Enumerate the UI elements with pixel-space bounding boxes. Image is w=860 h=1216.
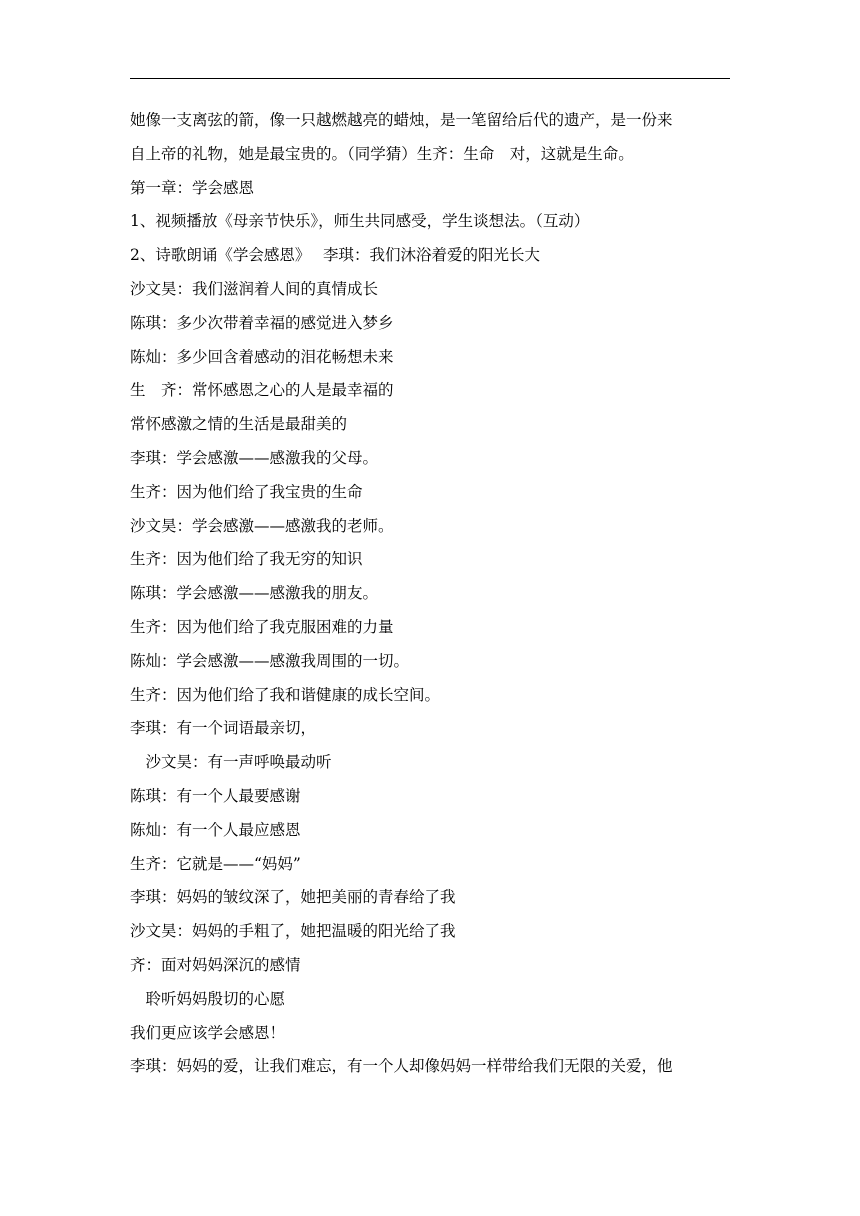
text-line: 生齐：因为他们给了我克服困难的力量	[130, 617, 394, 636]
text-line: 生齐：因为他们给了我和谐健康的成长空间。	[130, 685, 441, 704]
chapter-heading: 第一章：学会感恩	[130, 178, 255, 197]
text-line: 自上帝的礼物，她是最宝贵的。（同学猜）生齐：生命 对，这就是生命。	[130, 144, 634, 163]
text-line: 沙文昊：我们滋润着人间的真情成长	[130, 279, 379, 298]
text-line: 陈灿：多少回含着感动的泪花畅想未来	[130, 347, 394, 366]
text-line: 1、视频播放《母亲节快乐》，师生共同感受，学生谈想法。（互动）	[130, 212, 590, 231]
text-line: 生 齐：常怀感恩之心的人是最幸福的	[130, 381, 394, 400]
text-line: 聆听妈妈殷切的心愿	[130, 989, 286, 1008]
text-line: 陈琪：有一个人最要感谢	[130, 786, 301, 805]
text-line: 沙文昊：有一声呼唤最动听	[130, 753, 332, 772]
text-line: 陈琪：学会感激——感激我的朋友。	[130, 584, 379, 603]
text-line: 她像一支离弦的箭，像一只越燃越亮的蜡烛，是一笔留给后代的遗产，是一份来	[130, 111, 673, 129]
text-line: 常怀感激之情的生活是最甜美的	[130, 415, 348, 434]
text-line: 我们更应该学会感恩！	[130, 1023, 286, 1042]
document-body	[130, 104, 732, 1084]
text-line: 齐：面对妈妈深沉的感情	[130, 955, 301, 974]
text-line: 陈灿：学会感激——感激我周围的一切。	[130, 651, 410, 670]
text-line: 陈灿：有一个人最应感恩	[130, 820, 301, 839]
text-line: 生齐：因为他们给了我无穷的知识	[130, 550, 363, 569]
text-line: 生齐：因为他们给了我宝贵的生命	[130, 482, 363, 501]
text-line: 2、诗歌朗诵《学会感恩》 李琪：我们沐浴着爱的阳光长大	[130, 246, 541, 265]
text-line: 李琪：妈妈的爱，让我们难忘，有一个人却像妈妈一样带给我们无限的关爱，他	[130, 1057, 673, 1076]
header-rule	[130, 78, 730, 79]
text-line: 李琪：学会感激——感激我的父母。	[130, 448, 379, 467]
text-line: 沙文昊：学会感激——感激我的老师。	[130, 516, 394, 535]
text-line: 沙文昊：妈妈的手粗了，她把温暖的阳光给了我	[130, 922, 456, 941]
text-line: 李琪：有一个词语最亲切，	[130, 719, 317, 738]
text-line: 陈琪：多少次带着幸福的感觉进入梦乡	[130, 313, 394, 332]
text-line: 生齐：它就是——“妈妈”	[130, 854, 301, 873]
text-line: 李琪：妈妈的皱纹深了，她把美丽的青春给了我	[130, 888, 456, 907]
